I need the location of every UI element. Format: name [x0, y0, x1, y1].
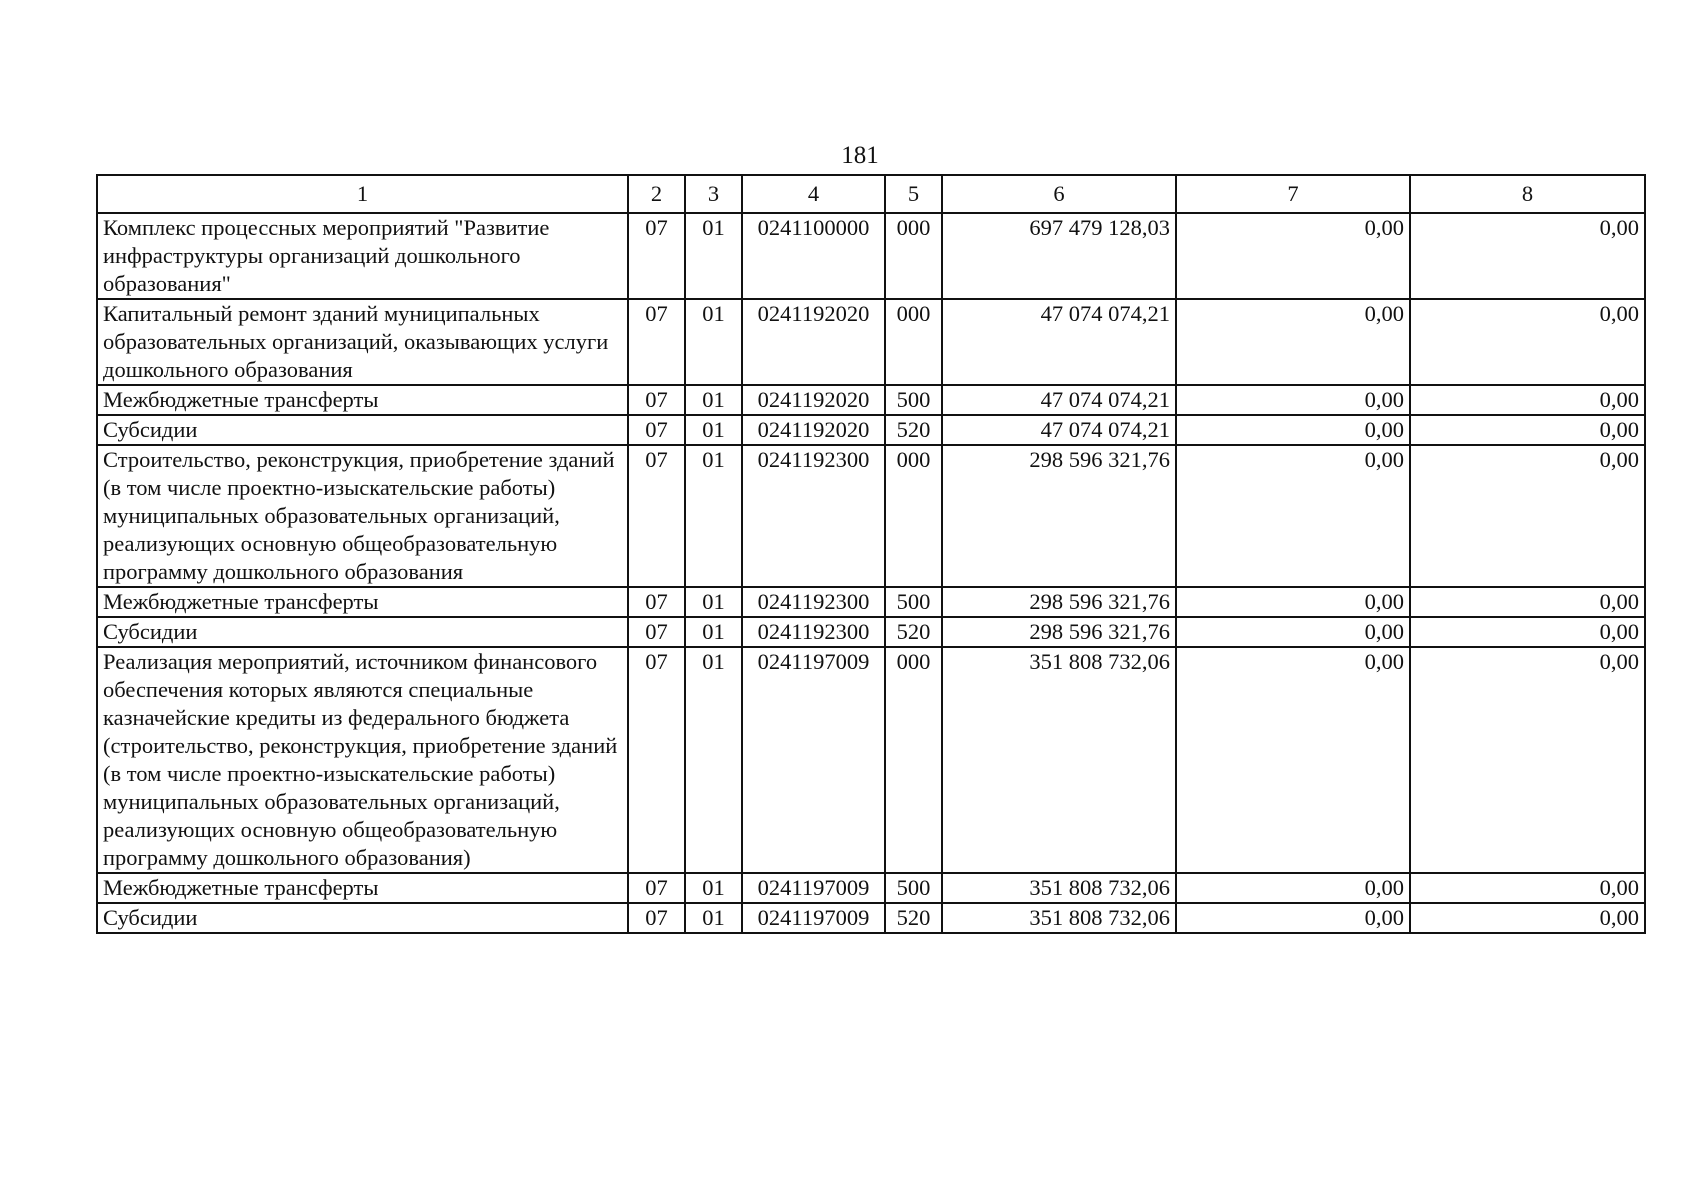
target-article-code: 0241192020	[742, 299, 885, 385]
row-name: Субсидии	[97, 617, 628, 647]
expense-type-code: 000	[885, 299, 942, 385]
amount-col-6: 47 074 074,21	[942, 415, 1176, 445]
column-header: 3	[685, 175, 742, 213]
section-code: 07	[628, 385, 685, 415]
section-code: 07	[628, 903, 685, 933]
expense-type-code: 500	[885, 385, 942, 415]
column-header: 5	[885, 175, 942, 213]
amount-col-7: 0,00	[1176, 213, 1410, 299]
row-name: Капитальный ремонт зданий муниципальных образовательных организаций, оказывающих услуги дошкольного образования	[97, 299, 628, 385]
table-row	[97, 873, 1645, 903]
amount-col-8: 0,00	[1410, 445, 1645, 587]
header-row	[97, 175, 1645, 213]
section-code: 07	[628, 587, 685, 617]
amount-col-7: 0,00	[1176, 903, 1410, 933]
amount-col-8: 0,00	[1410, 385, 1645, 415]
amount-col-6: 697 479 128,03	[942, 213, 1176, 299]
section-code: 07	[628, 873, 685, 903]
subsection-code: 01	[685, 385, 742, 415]
row-name: Межбюджетные трансферты	[97, 873, 628, 903]
subsection-code: 01	[685, 903, 742, 933]
subsection-code: 01	[685, 873, 742, 903]
expense-type-code: 500	[885, 873, 942, 903]
subsection-code: 01	[685, 587, 742, 617]
subsection-code: 01	[685, 647, 742, 873]
row-name: Межбюджетные трансферты	[97, 587, 628, 617]
row-name: Субсидии	[97, 903, 628, 933]
table-row	[97, 445, 1645, 587]
row-name: Комплекс процессных мероприятий "Развитие инфраструктуры организаций дошкольного образования"	[97, 213, 628, 299]
table-row	[97, 213, 1645, 299]
expense-type-code: 520	[885, 415, 942, 445]
expense-type-code: 500	[885, 587, 942, 617]
amount-col-8: 0,00	[1410, 617, 1645, 647]
column-header: 7	[1176, 175, 1410, 213]
column-header: 1	[97, 175, 628, 213]
amount-col-7: 0,00	[1176, 647, 1410, 873]
section-code: 07	[628, 299, 685, 385]
expense-type-code: 000	[885, 445, 942, 587]
target-article-code: 0241192300	[742, 445, 885, 587]
amount-col-8: 0,00	[1410, 213, 1645, 299]
amount-col-7: 0,00	[1176, 587, 1410, 617]
section-code: 07	[628, 617, 685, 647]
section-code: 07	[628, 445, 685, 587]
amount-col-6: 351 808 732,06	[942, 903, 1176, 933]
target-article-code: 0241100000	[742, 213, 885, 299]
section-code: 07	[628, 213, 685, 299]
amount-col-6: 298 596 321,76	[942, 617, 1176, 647]
column-header: 6	[942, 175, 1176, 213]
row-name: Строительство, реконструкция, приобретение зданий (в том числе проектно-изыскательские работы) муниципальных образовательных организаций, реализующих основную общеобразовательную программу дошкольного образования	[97, 445, 628, 587]
expense-type-code: 000	[885, 213, 942, 299]
section-code: 07	[628, 647, 685, 873]
amount-col-7: 0,00	[1176, 299, 1410, 385]
amount-col-7: 0,00	[1176, 385, 1410, 415]
target-article-code: 0241197009	[742, 873, 885, 903]
amount-col-6: 351 808 732,06	[942, 647, 1176, 873]
amount-col-6: 351 808 732,06	[942, 873, 1176, 903]
amount-col-8: 0,00	[1410, 415, 1645, 445]
target-article-code: 0241197009	[742, 903, 885, 933]
table-row	[97, 415, 1645, 445]
amount-col-7: 0,00	[1176, 445, 1410, 587]
subsection-code: 01	[685, 617, 742, 647]
column-header: 4	[742, 175, 885, 213]
amount-col-7: 0,00	[1176, 873, 1410, 903]
table-row	[97, 385, 1645, 415]
row-name: Межбюджетные трансферты	[97, 385, 628, 415]
expense-type-code: 000	[885, 647, 942, 873]
amount-col-6: 298 596 321,76	[942, 445, 1176, 587]
column-header: 2	[628, 175, 685, 213]
amount-col-8: 0,00	[1410, 903, 1645, 933]
amount-col-8: 0,00	[1410, 873, 1645, 903]
amount-col-7: 0,00	[1176, 415, 1410, 445]
subsection-code: 01	[685, 415, 742, 445]
target-article-code: 0241197009	[742, 647, 885, 873]
column-header: 8	[1410, 175, 1645, 213]
amount-col-8: 0,00	[1410, 299, 1645, 385]
row-name: Субсидии	[97, 415, 628, 445]
page-number: 181	[841, 142, 879, 169]
expense-type-code: 520	[885, 617, 942, 647]
amount-col-8: 0,00	[1410, 647, 1645, 873]
table-row	[97, 587, 1645, 617]
expense-type-code: 520	[885, 903, 942, 933]
row-name: Реализация мероприятий, источником финансового обеспечения которых являются специальные казначейские кредиты из федерального бюджета (строительство, реконструкция, приобретение зданий (в том числе проектно-изыскательские работы) муниципальных образовательных организаций, реализующих основную общеобразовательную программу дошкольного образования)	[97, 647, 628, 873]
table-row	[97, 903, 1645, 933]
target-article-code: 0241192300	[742, 617, 885, 647]
subsection-code: 01	[685, 213, 742, 299]
target-article-code: 0241192300	[742, 587, 885, 617]
table-row	[97, 299, 1645, 385]
target-article-code: 0241192020	[742, 385, 885, 415]
amount-col-6: 298 596 321,76	[942, 587, 1176, 617]
section-code: 07	[628, 415, 685, 445]
amount-col-7: 0,00	[1176, 617, 1410, 647]
table-row	[97, 617, 1645, 647]
budget-table	[96, 174, 1646, 934]
amount-col-6: 47 074 074,21	[942, 385, 1176, 415]
table-row	[97, 647, 1645, 873]
subsection-code: 01	[685, 445, 742, 587]
target-article-code: 0241192020	[742, 415, 885, 445]
subsection-code: 01	[685, 299, 742, 385]
amount-col-8: 0,00	[1410, 587, 1645, 617]
amount-col-6: 47 074 074,21	[942, 299, 1176, 385]
